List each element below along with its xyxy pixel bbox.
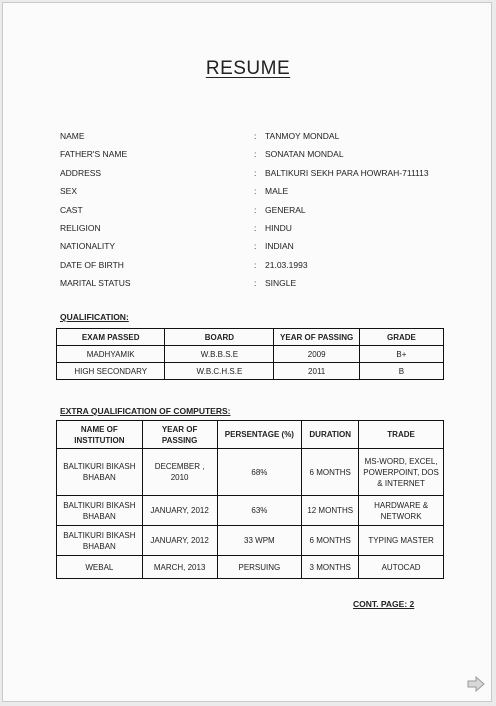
info-value: INDIAN (265, 241, 294, 252)
info-separator: : (254, 131, 257, 141)
info-separator: : (254, 149, 257, 160)
next-page-arrow-icon[interactable] (466, 675, 486, 693)
table-row (57, 556, 444, 579)
table-row (57, 526, 444, 556)
info-label: CAST (60, 204, 83, 215)
table-cell: DECEMBER , 2010 (142, 449, 217, 496)
column-header: TRADE (359, 421, 444, 449)
table-cell: 68% (217, 449, 302, 496)
info-row-fathers-name (60, 145, 460, 163)
table-cell: BALTIKURI BIKASH BHABAN (57, 526, 143, 556)
info-value: SONATAN MONDAL (265, 149, 344, 160)
column-header: YEAR OF PASSING (142, 421, 217, 449)
table-cell: MS-WORD, EXCEL, POWERPOINT, DOS & INTERNET (359, 449, 444, 496)
column-header: PERSENTAGE (%) (217, 421, 302, 449)
page-title: RESUME (205, 58, 291, 79)
table-cell: B+ (359, 346, 443, 363)
info-value: BALTIKURI SEKH PARA HOWRAH-711113 (265, 167, 429, 178)
table-cell: PERSUING (217, 556, 302, 579)
table-cell: WEBAL (57, 556, 143, 579)
info-separator: : (254, 241, 257, 252)
info-separator: : (254, 278, 257, 289)
column-header: GRADE (359, 329, 443, 346)
personal-details (60, 127, 460, 293)
info-row-religion (60, 219, 460, 237)
table-cell: AUTOCAD (359, 556, 444, 579)
table-cell: MARCH, 2013 (142, 556, 217, 579)
qualification-heading: QUALIFICATION: (60, 312, 129, 322)
info-row-sex (60, 182, 460, 200)
info-value: TANMOY MONDAL (265, 131, 340, 141)
table-header-row (57, 421, 444, 449)
continuation-note: CONT. PAGE: 2 (353, 599, 415, 609)
info-label: SEX (60, 186, 78, 197)
info-label: FATHER'S NAME (60, 149, 128, 160)
table-cell: JANUARY, 2012 (142, 496, 217, 526)
info-label: DATE OF BIRTH (60, 259, 124, 270)
table-cell: JANUARY, 2012 (142, 526, 217, 556)
info-label: NATIONALITY (60, 241, 116, 252)
table-cell: 6 MONTHS (302, 449, 359, 496)
table-cell: 12 MONTHS (302, 496, 359, 526)
info-row-name (60, 127, 460, 145)
info-value: GENERAL (265, 204, 306, 215)
table-row (57, 449, 444, 496)
column-header: YEAR OF PASSING (274, 329, 359, 346)
info-row-cast (60, 201, 460, 219)
table-cell: TYPING MASTER (359, 526, 444, 556)
info-value: MALE (265, 186, 289, 197)
table-cell: B (359, 363, 443, 380)
table-row (57, 346, 444, 363)
table-row (57, 363, 444, 380)
extra-qualification-table (56, 420, 444, 579)
resume-page (2, 2, 492, 702)
qualification-table (56, 328, 444, 380)
extra-qualification-heading: EXTRA QUALIFICATION OF COMPUTERS: (60, 406, 231, 416)
info-separator: : (254, 204, 257, 215)
info-label: ADDRESS (60, 167, 102, 178)
info-separator: : (254, 186, 257, 197)
column-header: BOARD (165, 329, 274, 346)
info-label: MARITAL STATUS (60, 278, 131, 289)
info-separator: : (254, 259, 257, 270)
table-header-row (57, 329, 444, 346)
table-cell: HIGH SECONDARY (57, 363, 165, 380)
table-cell: 2009 (274, 346, 359, 363)
table-cell: MADHYAMIK (57, 346, 165, 363)
table-cell: W.B.B.S.E (165, 346, 274, 363)
table-cell: 33 WPM (217, 526, 302, 556)
info-row-nationality (60, 237, 460, 255)
info-label: NAME (60, 131, 85, 141)
column-header: NAME OF INSTITUTION (57, 421, 143, 449)
info-row-marital-status (60, 274, 460, 292)
table-cell: W.B.C.H.S.E (165, 363, 274, 380)
table-row (57, 496, 444, 526)
table-cell: 6 MONTHS (302, 526, 359, 556)
column-header: EXAM PASSED (57, 329, 165, 346)
info-value: SINGLE (265, 278, 297, 289)
info-value: HINDU (265, 222, 292, 233)
table-cell: 3 MONTHS (302, 556, 359, 579)
info-row-date-of-birth (60, 256, 460, 274)
table-cell: 2011 (274, 363, 359, 380)
table-cell: HARDWARE & NETWORK (359, 496, 444, 526)
info-value: 21.03.1993 (265, 259, 308, 270)
info-row-address (60, 164, 460, 182)
info-separator: : (254, 167, 257, 178)
table-cell: BALTIKURI BIKASH BHABAN (57, 449, 143, 496)
table-cell: BALTIKURI BIKASH BHABAN (57, 496, 143, 526)
table-cell: 63% (217, 496, 302, 526)
info-separator: : (254, 222, 257, 233)
column-header: DURATION (302, 421, 359, 449)
info-label: RELIGION (60, 222, 101, 233)
